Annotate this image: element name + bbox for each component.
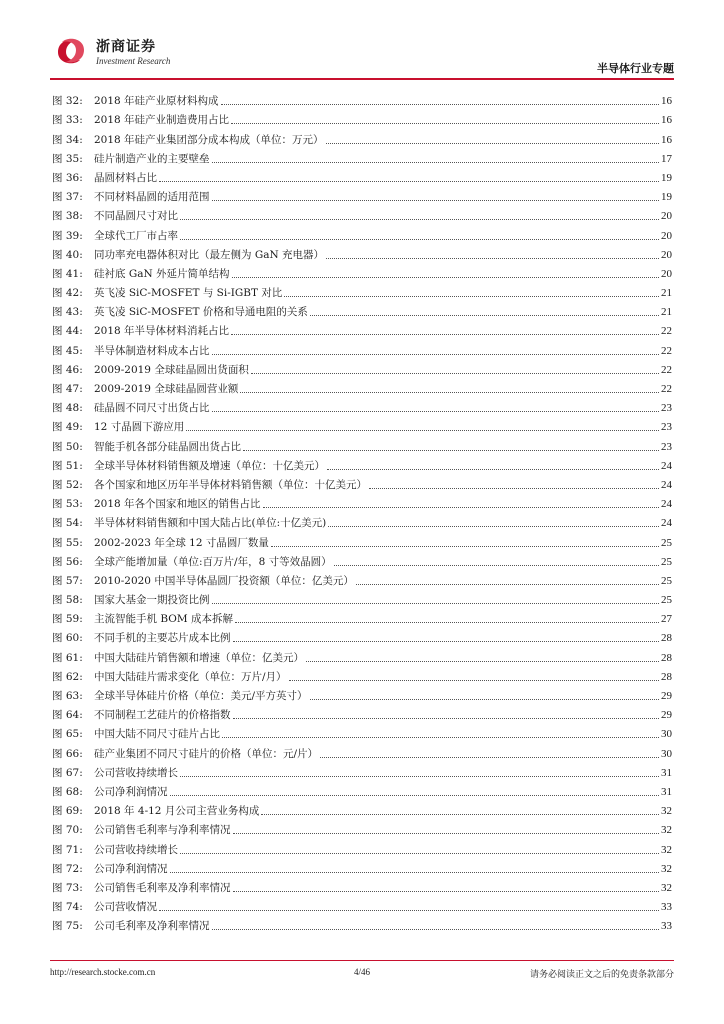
- toc-page-number: 32: [661, 843, 672, 856]
- toc-figure-number: 图 67:: [52, 766, 83, 779]
- toc-leader-dots: [221, 104, 659, 105]
- toc-figure-number: 图 46:: [52, 363, 83, 376]
- toc-page-number: 23: [661, 402, 672, 415]
- toc-leader-dots: [180, 219, 659, 220]
- toc-figure-number: 图 60:: [52, 632, 83, 645]
- toc-page-number: 20: [661, 248, 672, 261]
- report-topic: 半导体行业专题: [597, 62, 674, 75]
- toc-figure-number: 图 63:: [52, 690, 83, 702]
- toc-page-number: 22: [661, 344, 672, 357]
- toc-leader-dots: [240, 392, 659, 393]
- toc-page-number: 22: [661, 383, 672, 395]
- toc-figure-number: 图 68:: [52, 785, 83, 798]
- toc-entry[interactable]: [52, 319, 672, 338]
- toc-leader-dots: [212, 411, 660, 412]
- toc-figure-title: 各个国家和地区历年半导体材料销售额（单位：十亿美元）: [94, 478, 367, 491]
- toc-leader-dots: [306, 661, 659, 662]
- toc-entry[interactable]: [52, 761, 672, 780]
- page-header: [50, 30, 674, 78]
- toc-figure-title: 全球半导体材料销售额及增速（单位：十亿美元）: [94, 459, 325, 472]
- toc-figure-title: 2018 年硅产业集团部分成本构成（单位：万元）: [94, 133, 324, 146]
- toc-figure-title: 全球半导体硅片价格（单位：美元/平方英寸）: [94, 690, 308, 702]
- toc-entry[interactable]: [52, 607, 672, 626]
- toc-entry[interactable]: [52, 127, 672, 146]
- toc-figure-number: 图 64:: [52, 709, 83, 722]
- toc-entry[interactable]: [52, 837, 672, 856]
- toc-figure-number: 图 50:: [52, 440, 83, 453]
- toc-leader-dots: [243, 450, 659, 451]
- toc-page-number: 20: [661, 210, 672, 223]
- toc-figure-title: 硅产业集团不同尺寸硅片的价格（单位：元/片）: [94, 747, 319, 760]
- toc-entry[interactable]: [52, 550, 672, 569]
- toc-page-number: 33: [661, 920, 672, 933]
- toc-page-number: 24: [661, 498, 672, 511]
- toc-entry[interactable]: [52, 300, 672, 319]
- toc-leader-dots: [232, 277, 659, 278]
- toc-figure-number: 图 66:: [52, 747, 83, 760]
- toc-page-number: 20: [661, 267, 672, 280]
- toc-page-number: 25: [661, 574, 672, 587]
- toc-entry[interactable]: [52, 665, 672, 684]
- toc-entry[interactable]: [52, 895, 672, 914]
- toc-page-number: 29: [661, 709, 672, 722]
- toc-leader-dots: [289, 680, 659, 681]
- toc-figure-title: 晶圆材料占比: [94, 171, 157, 184]
- toc-figure-title: 主流智能手机 BOM 成本拆解: [94, 613, 233, 626]
- toc-figure-number: 图 51:: [52, 459, 83, 472]
- toc-figure-number: 图 43:: [52, 306, 83, 319]
- toc-entry[interactable]: [52, 454, 672, 473]
- toc-figure-number: 图 40:: [52, 248, 83, 261]
- toc-figure-title: 中国大陆硅片销售额和增速（单位：亿美元）: [94, 651, 304, 664]
- toc-leader-dots: [233, 718, 660, 719]
- toc-page-number: 29: [661, 690, 672, 702]
- toc-leader-dots: [180, 776, 659, 777]
- toc-figure-number: 图 70:: [52, 824, 83, 837]
- toc-entry[interactable]: [52, 914, 672, 933]
- toc-entry[interactable]: [52, 530, 672, 549]
- toc-figure-title: 公司营收持续增长: [94, 843, 178, 856]
- toc-entry[interactable]: [52, 722, 672, 741]
- toc-figure-title: 国家大基金一期投资比例: [94, 594, 210, 607]
- toc-entry[interactable]: [52, 338, 672, 357]
- toc-leader-dots: [180, 853, 659, 854]
- toc-entry[interactable]: [52, 799, 672, 818]
- toc-entry[interactable]: [52, 703, 672, 722]
- page-number: 4/46: [353, 967, 370, 977]
- toc-leader-dots: [235, 622, 659, 623]
- toc-page-number: 17: [661, 152, 672, 165]
- toc-leader-dots: [212, 354, 660, 355]
- toc-figure-number: 图 33:: [52, 114, 83, 127]
- toc-entry[interactable]: [52, 818, 672, 837]
- toc-leader-dots: [310, 699, 659, 700]
- toc-figure-title: 不同晶圆尺寸对比: [94, 210, 178, 223]
- toc-figure-number: 图 47:: [52, 383, 83, 395]
- toc-entry[interactable]: [52, 626, 672, 645]
- footer-disclaimer: 请务必阅读正文之后的免责条款部分: [529, 970, 674, 980]
- toc-page-number: 19: [661, 171, 672, 184]
- toc-page-number: 19: [661, 191, 672, 204]
- toc-page-number: 16: [661, 95, 672, 108]
- toc-figure-number: 图 41:: [52, 267, 83, 280]
- toc-entry[interactable]: [52, 396, 672, 415]
- toc-entry[interactable]: [52, 434, 672, 453]
- toc-figure-number: 图 71:: [52, 843, 83, 856]
- toc-page-number: 27: [661, 613, 672, 626]
- toc-page-number: 22: [661, 325, 672, 338]
- toc-figure-title: 中国大陆硅片需求变化（单位：万片/月）: [94, 670, 287, 683]
- toc-figure-title: 硅衬底 GaN 外延片简单结构: [94, 267, 230, 280]
- toc-page-number: 31: [661, 785, 672, 798]
- brand-name-cn: 浙商证券: [96, 39, 156, 55]
- toc-entry[interactable]: [52, 243, 672, 262]
- toc-leader-dots: [310, 315, 659, 316]
- toc-figure-title: 2018 年 4-12 月公司主营业务构成: [94, 805, 260, 818]
- page-footer: [50, 967, 674, 981]
- toc-figure-number: 图 53:: [52, 498, 83, 511]
- toc-figure-number: 图 37:: [52, 191, 83, 204]
- toc-entry[interactable]: [52, 377, 672, 396]
- toc-leader-dots: [186, 430, 659, 431]
- toc-entry[interactable]: [52, 89, 672, 108]
- toc-entry[interactable]: [52, 166, 672, 185]
- toc-page-number: 24: [661, 459, 672, 472]
- toc-leader-dots: [231, 123, 659, 124]
- toc-leader-dots: [212, 603, 660, 604]
- toc-entry[interactable]: [52, 147, 672, 166]
- toc-figure-title: 英飞凌 SiC-MOSFET 价格和导通电阻的关系: [94, 306, 308, 319]
- toc-figure-number: 图 57:: [52, 574, 83, 587]
- toc-figure-title: 全球产能增加量（单位:百万片/年，8 寸等效晶圆）: [94, 555, 332, 568]
- toc-figure-number: 图 48:: [52, 402, 83, 415]
- toc-leader-dots: [170, 795, 660, 796]
- toc-page-number: 28: [661, 651, 672, 664]
- toc-figure-title: 半导体制造材料成本占比: [94, 344, 210, 357]
- toc-leader-dots: [263, 507, 659, 508]
- toc-entry[interactable]: [52, 358, 672, 377]
- toc-leader-dots: [212, 200, 660, 201]
- toc-figure-title: 公司销售毛利率及净利率情况: [94, 881, 231, 894]
- toc-figure-title: 英飞凌 SiC-MOSFET 与 Si-IGBT 对比: [94, 287, 283, 300]
- toc-page-number: 21: [661, 287, 672, 300]
- toc-figure-title: 不同材料晶圆的适用范围: [94, 191, 210, 204]
- toc-entry[interactable]: [52, 204, 672, 223]
- toc-entry[interactable]: [52, 108, 672, 127]
- toc-page-number: 22: [661, 363, 672, 376]
- toc-page-number: 21: [661, 306, 672, 319]
- toc-figure-title: 2018 年半导体材料消耗占比: [94, 325, 230, 338]
- toc-page-number: 16: [661, 114, 672, 127]
- toc-figure-title: 硅片制造产业的主要壁垒: [94, 152, 210, 165]
- toc-entry[interactable]: [52, 645, 672, 664]
- toc-figure-number: 图 39:: [52, 229, 83, 242]
- toc-leader-dots: [284, 296, 659, 297]
- footer-url[interactable]: http://research.stocke.com.cn: [50, 967, 156, 977]
- toc-leader-dots: [159, 181, 659, 182]
- toc-leader-dots: [231, 334, 659, 335]
- toc-figure-title: 全球代工厂市占率: [94, 229, 178, 242]
- toc-figure-title: 硅晶圆不同尺寸出货占比: [94, 402, 210, 415]
- toc-page-number: 25: [661, 555, 672, 568]
- toc-page-number: 24: [661, 517, 672, 530]
- toc-figure-number: 图 35:: [52, 152, 83, 165]
- toc-leader-dots: [328, 526, 659, 527]
- toc-leader-dots: [222, 737, 659, 738]
- toc-figure-number: 图 52:: [52, 478, 83, 491]
- toc-figure-number: 图 45:: [52, 344, 83, 357]
- toc-figure-number: 图 72:: [52, 862, 83, 875]
- toc-page-number: 30: [661, 728, 672, 741]
- toc-leader-dots: [233, 833, 660, 834]
- toc-figure-title: 2018 年各个国家和地区的销售占比: [94, 498, 261, 511]
- toc-leader-dots: [356, 584, 659, 585]
- toc-page-number: 32: [661, 881, 672, 894]
- toc-figure-title: 公司毛利率及净利率情况: [94, 920, 210, 933]
- toc-leader-dots: [334, 565, 659, 566]
- toc-page-number: 32: [661, 824, 672, 837]
- toc-figure-title: 12 寸晶圆下游应用: [94, 421, 185, 434]
- toc-leader-dots: [233, 891, 660, 892]
- toc-figure-number: 图 61:: [52, 651, 83, 664]
- toc-figure-number: 图 59:: [52, 613, 83, 626]
- toc-entry[interactable]: [52, 281, 672, 300]
- toc-figure-title: 2002-2023 年全球 12 寸晶圆厂数量: [94, 536, 269, 549]
- toc-leader-dots: [320, 757, 659, 758]
- toc-entry[interactable]: [52, 262, 672, 281]
- toc-figure-number: 图 58:: [52, 594, 83, 607]
- toc-page-number: 33: [661, 901, 672, 914]
- toc-figure-number: 图 34:: [52, 133, 83, 146]
- toc-entry[interactable]: [52, 569, 672, 588]
- toc-figure-number: 图 62:: [52, 670, 83, 683]
- toc-entry[interactable]: [52, 588, 672, 607]
- toc-figure-number: 图 69:: [52, 805, 83, 818]
- footer-divider: [50, 960, 674, 961]
- toc-page-number: 16: [661, 133, 672, 146]
- toc-figure-title: 2010-2020 中国半导体晶圆厂投资额（单位：亿美元）: [94, 574, 354, 587]
- toc-page-number: 20: [661, 229, 672, 242]
- toc-figure-title: 半导体材料销售额和中国大陆占比(单位:十亿美元): [94, 517, 327, 530]
- toc-figure-title: 不同手机的主要芯片成本比例: [94, 632, 231, 645]
- toc-entry[interactable]: [52, 741, 672, 760]
- toc-figure-title: 2009-2019 全球硅晶圆营业额: [94, 383, 239, 395]
- toc-figure-number: 图 56:: [52, 555, 83, 568]
- toc-entry[interactable]: [52, 492, 672, 511]
- toc-leader-dots: [212, 929, 660, 930]
- toc-figure-number: 图 75:: [52, 920, 83, 933]
- toc-figure-number: 图 54:: [52, 517, 83, 530]
- toc-leader-dots: [251, 373, 659, 374]
- toc-figure-number: 图 36:: [52, 171, 83, 184]
- toc-page-number: 24: [661, 478, 672, 491]
- toc-entry[interactable]: [52, 857, 672, 876]
- toc-page-number: 25: [661, 536, 672, 549]
- toc-leader-dots: [261, 814, 659, 815]
- toc-figure-title: 同功率充电器体积对比（最左侧为 GaN 充电器）: [94, 248, 325, 261]
- header-divider: [50, 78, 674, 80]
- brand-name-en: Investment Research: [96, 56, 171, 66]
- toc-entry[interactable]: [52, 415, 672, 434]
- toc-figure-number: 图 32:: [52, 95, 83, 108]
- toc-figure-title: 智能手机各部分硅晶圆出货占比: [94, 440, 241, 453]
- toc-entry[interactable]: [52, 511, 672, 530]
- toc-figure-title: 公司净利润情况: [94, 785, 168, 798]
- toc-figure-number: 图 74:: [52, 901, 83, 914]
- toc-figure-title: 2018 年硅产业原材料构成: [94, 95, 219, 108]
- toc-leader-dots: [212, 162, 660, 163]
- toc-leader-dots: [233, 641, 660, 642]
- toc-entry[interactable]: [52, 780, 672, 799]
- toc-leader-dots: [170, 872, 660, 873]
- toc-figure-number: 图 42:: [52, 287, 83, 300]
- toc-entry[interactable]: [52, 473, 672, 492]
- toc-page-number: 31: [661, 766, 672, 779]
- toc-figure-title: 2018 年硅产业制造费用占比: [94, 114, 230, 127]
- toc-figure-number: 图 65:: [52, 728, 83, 741]
- toc-page-number: 28: [661, 670, 672, 683]
- toc-leader-dots: [326, 143, 659, 144]
- toc-figure-title: 中国大陆不同尺寸硅片占比: [94, 728, 220, 741]
- toc-leader-dots: [159, 910, 659, 911]
- toc-leader-dots: [369, 488, 659, 489]
- toc-figure-title: 公司销售毛利率与净利率情况: [94, 824, 231, 837]
- toc-figure-number: 图 73:: [52, 881, 83, 894]
- toc-page-number: 25: [661, 594, 672, 607]
- toc-entry[interactable]: [52, 684, 672, 703]
- toc-figure-title: 2009-2019 全球硅晶圆出货面积: [94, 363, 249, 376]
- figure-list: [52, 89, 672, 933]
- toc-figure-number: 图 44:: [52, 325, 83, 338]
- toc-figure-number: 图 38:: [52, 210, 83, 223]
- toc-leader-dots: [180, 239, 659, 240]
- toc-page-number: 32: [661, 862, 672, 875]
- toc-figure-title: 公司营收情况: [94, 901, 157, 914]
- toc-page-number: 30: [661, 747, 672, 760]
- toc-figure-number: 图 49:: [52, 421, 83, 434]
- toc-entry[interactable]: [52, 876, 672, 895]
- toc-leader-dots: [271, 546, 659, 547]
- toc-page-number: 23: [661, 421, 672, 434]
- brand-logo-icon: [54, 36, 88, 66]
- toc-leader-dots: [327, 469, 659, 470]
- toc-page-number: 32: [661, 805, 672, 818]
- toc-figure-number: 图 55:: [52, 536, 83, 549]
- toc-entry[interactable]: [52, 185, 672, 204]
- toc-page-number: 28: [661, 632, 672, 645]
- toc-entry[interactable]: [52, 223, 672, 242]
- toc-leader-dots: [326, 258, 659, 259]
- toc-page-number: 23: [661, 440, 672, 453]
- toc-figure-title: 公司净利润情况: [94, 862, 168, 875]
- toc-figure-title: 公司营收持续增长: [94, 766, 178, 779]
- toc-figure-title: 不同制程工艺硅片的价格指数: [94, 709, 231, 722]
